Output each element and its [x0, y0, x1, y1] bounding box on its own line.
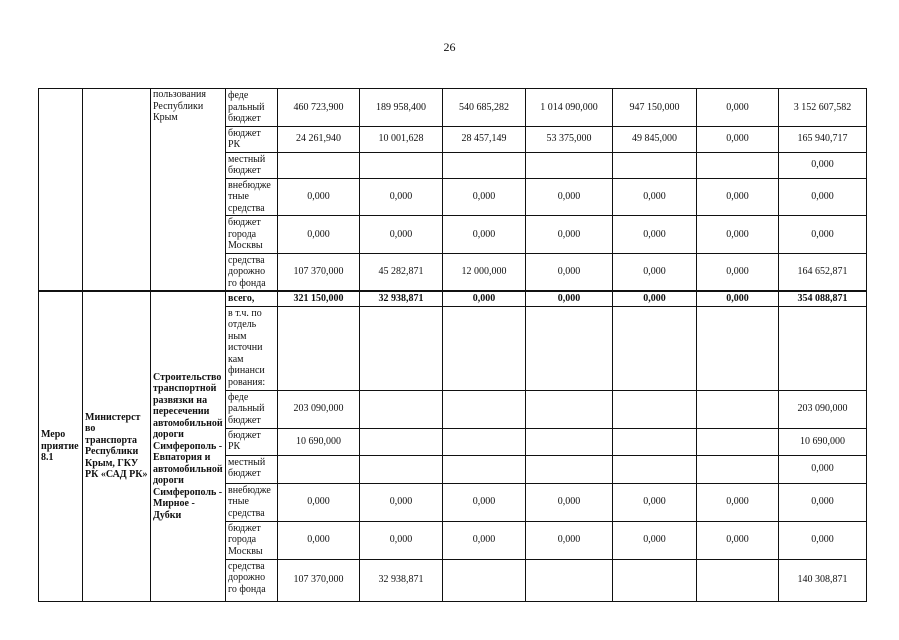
funding-source: феде ральный бюджет: [226, 390, 278, 428]
total-cell: 354 088,871: [779, 291, 867, 306]
budget-table-wrapper: [38, 88, 866, 601]
value-cell: 10 690,000: [278, 428, 360, 455]
value-cell: 0,000: [526, 483, 613, 521]
value-cell: 0,000: [697, 178, 779, 216]
value-cell: [526, 390, 613, 428]
funding-source: бюджет РК: [226, 428, 278, 455]
value-cell: 32 938,871: [360, 559, 443, 601]
measure-description: пользования Республики Крым: [151, 89, 226, 292]
value-cell: 0,000: [697, 483, 779, 521]
value-cell: [360, 306, 443, 390]
value-cell: 0,000: [443, 216, 526, 254]
funding-source: местный бюджет: [226, 455, 278, 483]
total-cell: 0,000: [779, 483, 867, 521]
funding-source-total: всего,: [226, 291, 278, 306]
value-cell: [443, 306, 526, 390]
value-cell: [360, 455, 443, 483]
value-cell: [697, 428, 779, 455]
value-cell: 0,000: [526, 216, 613, 254]
funding-source: бюджет города Москвы: [226, 521, 278, 559]
value-cell: 0,000: [613, 521, 697, 559]
value-cell: [360, 152, 443, 178]
total-cell: 0,000: [779, 178, 867, 216]
value-cell: 0,000: [360, 521, 443, 559]
total-cell: 0,000: [779, 521, 867, 559]
budget-table: [38, 88, 867, 602]
value-cell: 107 370,000: [278, 253, 360, 291]
value-cell: [443, 455, 526, 483]
value-cell: [613, 390, 697, 428]
funding-source: средства дорожно го фонда: [226, 253, 278, 291]
value-cell: [613, 306, 697, 390]
value-cell: [526, 152, 613, 178]
funding-source: феде ральный бюджет: [226, 89, 278, 127]
value-cell: 0,000: [443, 483, 526, 521]
value-cell: 0,000: [443, 178, 526, 216]
value-cell: [278, 152, 360, 178]
value-cell: [697, 152, 779, 178]
total-cell: 203 090,000: [779, 390, 867, 428]
value-cell: 189 958,400: [360, 89, 443, 127]
value-cell: [278, 306, 360, 390]
value-cell: 0,000: [613, 291, 697, 306]
value-cell: 53 375,000: [526, 126, 613, 152]
value-cell: 0,000: [613, 253, 697, 291]
funding-source: местный бюджет: [226, 152, 278, 178]
page-number: 26: [443, 40, 456, 54]
funding-source: внебюдже тные средства: [226, 483, 278, 521]
value-cell: 0,000: [278, 521, 360, 559]
value-cell: [443, 390, 526, 428]
funding-source: внебюдже тные средства: [226, 178, 278, 216]
value-cell: 0,000: [278, 178, 360, 216]
total-cell: 164 652,871: [779, 253, 867, 291]
value-cell: 1 014 090,000: [526, 89, 613, 127]
value-cell: 0,000: [697, 216, 779, 254]
executor-cell-empty: [83, 89, 151, 292]
value-cell: 0,000: [526, 253, 613, 291]
value-cell: 45 282,871: [360, 253, 443, 291]
value-cell: 0,000: [278, 483, 360, 521]
value-cell: 0,000: [360, 178, 443, 216]
total-cell: 140 308,871: [779, 559, 867, 601]
value-cell: 203 090,000: [278, 390, 360, 428]
measure-label: Меро приятие 8.1: [39, 291, 83, 601]
value-cell: [697, 455, 779, 483]
total-cell: 3 152 607,582: [779, 89, 867, 127]
value-cell: 321 150,000: [278, 291, 360, 306]
value-cell: [360, 390, 443, 428]
value-cell: 947 150,000: [613, 89, 697, 127]
value-cell: 24 261,940: [278, 126, 360, 152]
value-cell: 0,000: [613, 483, 697, 521]
value-cell: 10 001,628: [360, 126, 443, 152]
value-cell: [526, 428, 613, 455]
value-cell: 107 370,000: [278, 559, 360, 601]
total-cell: [779, 306, 867, 390]
value-cell: 0,000: [697, 521, 779, 559]
value-cell: 28 457,149: [443, 126, 526, 152]
value-cell: 0,000: [697, 253, 779, 291]
value-cell: 0,000: [613, 216, 697, 254]
value-cell: [697, 306, 779, 390]
value-cell: [613, 559, 697, 601]
value-cell: 0,000: [613, 178, 697, 216]
value-cell: [443, 152, 526, 178]
value-cell: 0,000: [526, 521, 613, 559]
total-cell: 0,000: [779, 152, 867, 178]
funding-breakdown-label: в т.ч. по отдель ным источни кам финанси рования:: [226, 306, 278, 390]
total-cell: 165 940,717: [779, 126, 867, 152]
funding-source: средства дорожно го фонда: [226, 559, 278, 601]
value-cell: [360, 428, 443, 455]
value-cell: [526, 306, 613, 390]
value-cell: [443, 559, 526, 601]
total-cell: 10 690,000: [779, 428, 867, 455]
value-cell: 0,000: [443, 291, 526, 306]
value-cell: 0,000: [278, 216, 360, 254]
value-cell: [613, 455, 697, 483]
total-cell: 0,000: [779, 455, 867, 483]
value-cell: [697, 559, 779, 601]
value-cell: [526, 559, 613, 601]
value-cell: 12 000,000: [443, 253, 526, 291]
value-cell: [278, 455, 360, 483]
executor-label: Министерст во транспорта Республики Крым, ГКУ РК «САД РК»: [83, 291, 151, 601]
value-cell: 0,000: [526, 291, 613, 306]
value-cell: [443, 428, 526, 455]
value-cell: [526, 455, 613, 483]
value-cell: 0,000: [526, 178, 613, 216]
value-cell: [613, 152, 697, 178]
table-row: [39, 89, 867, 127]
value-cell: 49 845,000: [613, 126, 697, 152]
value-cell: [613, 428, 697, 455]
value-cell: 32 938,871: [360, 291, 443, 306]
measure-cell-empty: [39, 89, 83, 292]
funding-source: бюджет города Москвы: [226, 216, 278, 254]
total-cell: 0,000: [779, 216, 867, 254]
value-cell: [697, 390, 779, 428]
value-cell: 0,000: [697, 89, 779, 127]
table-row-total: [39, 291, 867, 306]
value-cell: 0,000: [443, 521, 526, 559]
funding-source: бюджет РК: [226, 126, 278, 152]
value-cell: 540 685,282: [443, 89, 526, 127]
value-cell: 0,000: [697, 291, 779, 306]
measure-description: Строительство транспортной развязки на пересечении автомобильной дороги Симферополь - Евпатория и автомобильной дороги Симферополь - Мирное - Дубки: [151, 291, 226, 601]
value-cell: 0,000: [360, 216, 443, 254]
value-cell: 460 723,900: [278, 89, 360, 127]
value-cell: 0,000: [360, 483, 443, 521]
value-cell: 0,000: [697, 126, 779, 152]
